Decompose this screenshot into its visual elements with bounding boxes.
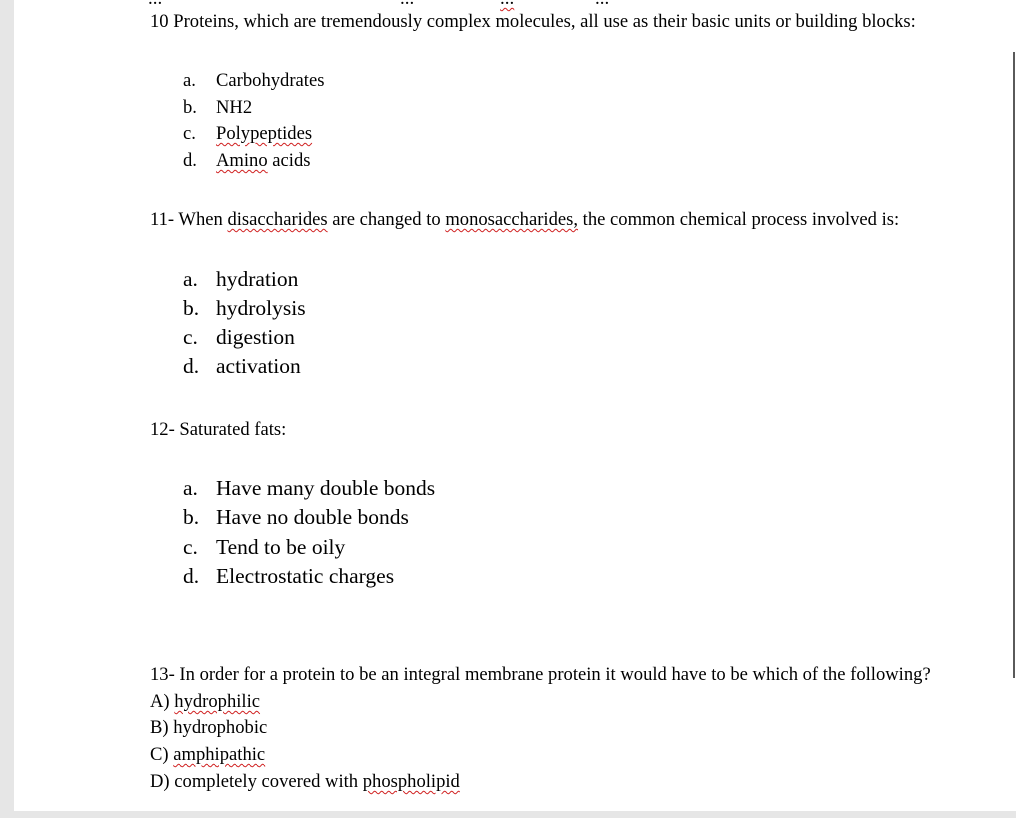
option-text: digestion bbox=[216, 325, 295, 349]
stem-part: are changed to bbox=[327, 209, 446, 230]
q13-option-d bbox=[150, 773, 460, 792]
option-text: hydration bbox=[216, 267, 299, 291]
option-text: completely covered with bbox=[174, 771, 363, 792]
option-letter: c. bbox=[183, 123, 196, 144]
spellcheck-word: monosaccharides, bbox=[445, 209, 579, 230]
option-letter: C) bbox=[150, 744, 174, 765]
option-text: NH2 bbox=[216, 97, 253, 118]
option-text: Carbohydrates bbox=[216, 70, 325, 91]
page-bottom-gutter bbox=[0, 811, 1016, 818]
option-text: Have no double bonds bbox=[216, 505, 409, 529]
stem-part: 11- When bbox=[150, 209, 228, 230]
option-letter: c. bbox=[183, 535, 198, 559]
option-letter: a. bbox=[183, 476, 198, 500]
option-letter: a. bbox=[183, 267, 198, 291]
option-text: hydrophobic bbox=[173, 717, 268, 738]
option-text: Tend to be oily bbox=[216, 535, 346, 559]
q13-option-c bbox=[150, 746, 265, 765]
question-10-stem: 10 Proteins, which are tremendously complex molecules, all use as their basic units or building blocks: bbox=[150, 11, 916, 32]
q13-option-a bbox=[150, 693, 260, 712]
question-11-stem bbox=[150, 211, 899, 230]
spellcheck-word: hydrophilic bbox=[174, 691, 261, 712]
cropped-fragment bbox=[595, 0, 609, 10]
option-text: hydrolysis bbox=[216, 296, 306, 320]
question-13-stem: 13- In order for a protein to be an integral membrane protein it would have to be which of the following? bbox=[150, 664, 931, 685]
option-text: Have many double bonds bbox=[216, 476, 436, 500]
spellcheck-word: amphipathic bbox=[173, 744, 266, 765]
option-letter: B) bbox=[150, 717, 174, 738]
option-letter: d. bbox=[183, 354, 200, 378]
option-letter: d. bbox=[183, 564, 200, 588]
option-text bbox=[216, 152, 311, 171]
question-12-stem: 12- Saturated fats: bbox=[150, 419, 287, 440]
spellcheck-word: Amino bbox=[216, 150, 268, 171]
page-right-edge bbox=[1013, 52, 1015, 678]
cropped-fragment bbox=[400, 0, 414, 10]
option-letter: a. bbox=[183, 70, 196, 91]
option-letter: b. bbox=[183, 505, 200, 529]
cropped-fragment bbox=[500, 0, 514, 10]
option-letter: D) bbox=[150, 771, 175, 792]
option-text: activation bbox=[216, 354, 301, 378]
cropped-fragment bbox=[148, 0, 162, 10]
q13-option-b bbox=[150, 719, 267, 738]
option-text: Polypeptides bbox=[216, 123, 313, 144]
option-letter: b. bbox=[183, 296, 200, 320]
option-letter: b. bbox=[183, 97, 197, 118]
option-letter: A) bbox=[150, 691, 175, 712]
option-letter: d. bbox=[183, 150, 197, 171]
option-letter: c. bbox=[183, 325, 198, 349]
stem-part: the common chemical process involved is: bbox=[578, 209, 900, 230]
page-left-gutter bbox=[0, 0, 14, 818]
option-text-rest: acids bbox=[267, 150, 311, 171]
option-text: Electrostatic charges bbox=[216, 564, 395, 588]
spellcheck-word: disaccharides bbox=[227, 209, 328, 230]
spellcheck-word: phospholipid bbox=[362, 771, 460, 792]
